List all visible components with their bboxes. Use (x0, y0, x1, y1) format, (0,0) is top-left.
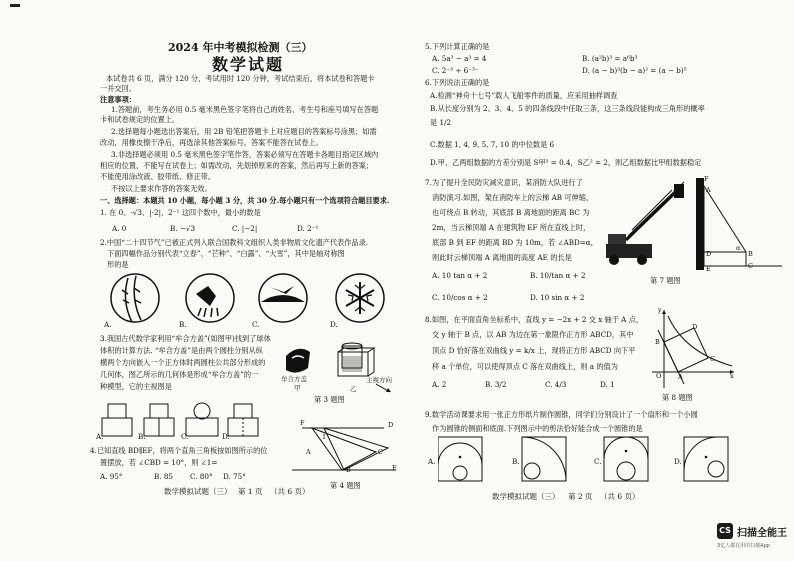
q8-label-x: x (730, 372, 734, 380)
q6-option-d: D.甲、乙两组数据的方差分别是 S甲² = 0.4，S乙² = 2，则乙组数据比甲组数据稳定 (430, 158, 702, 167)
footer-name: 数学模拟试题（三） (492, 492, 560, 501)
q2-stem-1: 2.中国“二十四节气”已被正式列入联合国教科文组织人类非物质文化遗产代表作品录. (100, 238, 369, 247)
camscanner-logo: CS (717, 523, 733, 539)
q7-label-c: C (748, 262, 753, 270)
q3-stem-line: 3.我国古代数学家利用“牟合方盖”(如图甲)找到了球体 (100, 334, 271, 343)
q2-option-d: D. (330, 320, 338, 329)
lichun-image (111, 274, 159, 322)
q6-option-b-line1: B.从长度分别为 2、3、4、5 的四条线段中任取三条，这三条线段能构成三角形的概率 (430, 104, 705, 113)
intro-line-2: 一并交回。 (100, 84, 136, 93)
q3-option-d-figure (228, 404, 258, 436)
q8-label-a: A (678, 373, 683, 381)
q3-stem-line: 体积的计算方法. “牟合方盖”是由两个圆柱分别从纵 (100, 346, 263, 355)
q9-option-a: A. (428, 457, 436, 466)
q8-figure-caption: 第 8 题图 (662, 393, 693, 402)
footer-page: 第 1 页 (238, 487, 263, 496)
q3-stem-line: 横两个方向嵌入一个正方体时两圆柱公共部分形成的 (100, 358, 266, 367)
q8-stem-line: 移 a 个单位，可以使得顶点 C 落在双曲线上，则 a 的值为 (432, 362, 618, 371)
exam-subtitle: 数学试题 (212, 55, 285, 74)
cube-cylinder-model (338, 343, 391, 392)
q1-option-b: B. −√3 (170, 224, 196, 233)
q9-option-c-figure (604, 437, 648, 481)
q6-option-a: A.检测“神舟十七号”载人飞船零件的质量，应采用抽样调查 (430, 91, 618, 100)
q8-option-c: C. 4/3 (545, 380, 567, 389)
q4-figure-caption: 第 4 题图 (330, 481, 361, 490)
fire-truck-image (606, 182, 684, 265)
section-heading: 一、选择题：本题共 10 小题，每小题 3 分，共 30 分.每小题只有一个选项符合题目要求. (100, 196, 390, 205)
q3-option-a-figure (102, 404, 132, 436)
q3-label-yi: 乙 (350, 385, 357, 393)
exam-title: 2024 年中考模拟检测（三） (168, 41, 313, 54)
mouhefanggai-image (286, 349, 310, 373)
footer-total: （共 6 页） (600, 492, 640, 501)
note-line: 相应的位置，不能写在试卷上；如需改动，先划掉原来的答案，然后再写上新的答案； (100, 161, 374, 170)
q2-stem-3: 形的是 (107, 260, 129, 269)
q7-figure-caption: 第 7 题图 (650, 276, 681, 285)
q4-label-a: A (306, 448, 311, 456)
q5-option-c: C. 2⁻³ ÷ 6⁻³⁻ (432, 66, 479, 75)
q3-option-b-figure (144, 404, 174, 436)
q7-figure (596, 174, 788, 276)
q8-stem-line: 8.如图，在平面直角坐标系中，直线 y = −2x + 2 交 x 轴于 A 点， (425, 315, 644, 324)
q9-stem-2: 作为圆锥的侧面和底面.下列图示中的剪法恰好能合成一个圆锥的是 (432, 424, 643, 433)
q4-label-c: C (378, 448, 383, 456)
q9-option-c: C. (594, 457, 602, 466)
q4-option-b: B. 85 (154, 472, 173, 481)
q2-option-a: A. (104, 320, 112, 329)
exam-page-2 (410, 0, 794, 561)
q7-stem-line: 7.为了提升全民防灾减灾意识，某消防大队进行了 (425, 178, 583, 187)
q3-option-a: A. (96, 432, 104, 441)
q7-option-a: A. 10 tan α + 2 (432, 271, 488, 280)
q7-label-e: E (706, 265, 711, 273)
q6-stem: 6.下列说法正确的是 (425, 78, 490, 87)
q9-option-a-figure (438, 437, 482, 481)
q7-label-b: B (748, 250, 753, 258)
q2-option-c: C. (252, 320, 260, 329)
q5-stem: 5.下列计算正确的是 (425, 42, 490, 51)
q8-option-b: B. 3/2 (485, 380, 507, 389)
q4-option-a: A. 95° (100, 472, 123, 481)
notes-heading: 注意事项： (100, 95, 136, 104)
q8-stem-line: 顶点 D 恰好落在双曲线 y = k/x 上，现将正方形 ABCD 向下平 (432, 346, 636, 355)
q2-option-b: B. (179, 320, 187, 329)
q8-figure (648, 306, 738, 390)
q7-label-f: F (704, 175, 709, 183)
q7-stem-line: 则此时云梯顶端 A 离地面的高度 AE 的长是 (432, 253, 572, 262)
q4-figure (288, 418, 400, 480)
q9-option-d-figure (684, 437, 728, 481)
camscanner-tagline: 3亿人都在用的扫描App (717, 543, 770, 549)
q6-option-c: C.数据 1, 4, 9, 5, 7, 10 的中位数是 6 (430, 140, 555, 149)
q5-option-b: B. (a²b)³ = a⁶b³ (582, 54, 638, 63)
footer-name: 数学模拟试题（三） (164, 487, 232, 496)
q7-stem-line: 消防演习.如图，架在消防车上的云梯 AB 可伸缩， (432, 193, 594, 202)
q3-label-direction: 主视方向 (366, 376, 392, 384)
bailu-image (259, 274, 307, 322)
q2-stem-2: 下面四幅作品分别代表“立春”、“芒种”、“白露”、“大雪”，其中是轴对称图 (107, 249, 345, 258)
q3-option-c: C. (181, 432, 189, 441)
q7-option-c: C. 10/cos α + 2 (432, 293, 488, 302)
q4-option-d: D. 75° (223, 472, 246, 481)
q3-option-c-figure (186, 403, 218, 436)
camscanner-name: 扫描全能王 (737, 528, 787, 539)
q3-option-b: B. (138, 432, 146, 441)
q8-label-o: O (656, 372, 662, 380)
q4-label-angle-1: 1 (322, 433, 327, 441)
note-line: 不能使用涂改液、胶带纸、修正带。 (100, 172, 216, 181)
note-line: 2.选择题每小题选出答案后，用 2B 铅笔把答题卡上对应题目的答案标号涂黑；如需 (111, 127, 377, 136)
q3-label-jia-1: 牟合方盖 (281, 375, 307, 383)
q9-stem-1: 9.数学活动课要求用一张正方形纸片制作圆锥，同学们分别设计了一个扇形和一个小圆 (425, 410, 698, 419)
footer-page: 第 2 页 (568, 492, 593, 501)
q3-option-figures (100, 398, 290, 440)
q8-label-y: y (658, 306, 662, 314)
q7-stem-line: 也可绕点 B 转动，其底部 B 离地面的距离 BC 为 (432, 208, 590, 217)
note-line: 1.答题前，考生务必用 0.5 毫米黑色签字笔将自己的姓名、考生号和座号填写在答题 (111, 105, 379, 114)
q7-stem-line: 底部 B 到 EF 的距离 BD 为 10m，若 ∠ABD=α， (432, 238, 598, 247)
q4-label-e: E (392, 464, 397, 472)
q8-label-d: D (692, 323, 698, 331)
q8-option-a: A. 2 (432, 380, 447, 389)
q8-label-b: B (655, 338, 660, 346)
footer-total: （共 6 页） (270, 487, 310, 496)
q3-option-d: D. (222, 432, 230, 441)
q4-stem-2: 置摆放，若 ∠CBD = 10°，则 ∠1= (100, 458, 218, 467)
note-line: 卡和试卷规定的位置上。 (100, 115, 180, 124)
q4-stem-1: 4.已知直线 BD∥EF，将两个直角三角板按如图所示的位 (90, 446, 268, 455)
q3-label-jia-2: 甲 (294, 384, 301, 392)
q8-option-d: D. 1 (600, 380, 615, 389)
q9-option-b: B. (512, 457, 520, 466)
note-line: 改动，用橡皮擦干净后，再选涂其他答案标号。答案不能答在试卷上。 (100, 138, 323, 147)
q3-stem-line: 几何体，图乙所示的几何体是形成“牟合方盖”的一 (100, 370, 259, 379)
q7-label-alpha: α (736, 244, 741, 252)
q3-stem-line: 种模型，它的主视图是 (100, 382, 172, 391)
mangzhong-image (186, 274, 234, 322)
q4-label-d: D (388, 421, 394, 429)
q4-option-c: C. 80° (190, 472, 213, 481)
q1-option-c: C. |−2| (232, 224, 258, 233)
q8-label-c: C (710, 355, 715, 363)
staple-mark (10, 4, 20, 7)
q7-option-b: B. 10/tan α + 2 (530, 271, 586, 280)
q7-option-d: D. 10 sin α + 2 (530, 293, 585, 302)
q4-label-f: F (300, 419, 305, 427)
q7-label-d: D (706, 250, 712, 258)
q7-stem-line: 2m，当云梯顶端 A 在建筑物 EF 所在直线上时， (432, 223, 591, 232)
q5-option-a: A. 5a³ − a³ = 4 (432, 54, 487, 63)
q1-option-d: D. 2⁻¹ (297, 224, 319, 233)
q9-option-figures (438, 435, 738, 485)
q7-label-a: A (706, 186, 711, 194)
q3-figure-caption: 第 3 题图 (314, 395, 345, 404)
building-ef (696, 178, 704, 270)
q1-option-a: A. 0 (112, 224, 127, 233)
q9-option-b-figure (522, 437, 566, 481)
q9-option-d: D. (674, 457, 682, 466)
note-line: 3.非选择题必须用 0.5 毫米黑色签字笔作答，答案必须写在答题卡各题目指定区域内 (111, 150, 379, 159)
daxue-image (336, 274, 384, 322)
q4-label-b: B (346, 466, 351, 474)
q8-stem-line: 交 y 轴于 B 点，以 AB 为边在第一象限作正方形 ABCD，其中 (432, 330, 634, 339)
q5-option-d: D. (a − b)³(b − a)² = (a − b)⁵ (582, 66, 687, 75)
intro-line-1: 本试卷共 6 页，满分 120 分，考试用时 120 分钟，考试结束后，将本试卷和答题卡 (106, 74, 375, 83)
q6-option-b-line2: 是 1/2 (430, 118, 452, 127)
note-line: 不按以上要求作答的答案无效。 (111, 184, 212, 193)
q1-stem: 1. 在 0、-√3、|-2|、2⁻¹ 这四个数中，最小的数是 (100, 208, 261, 217)
